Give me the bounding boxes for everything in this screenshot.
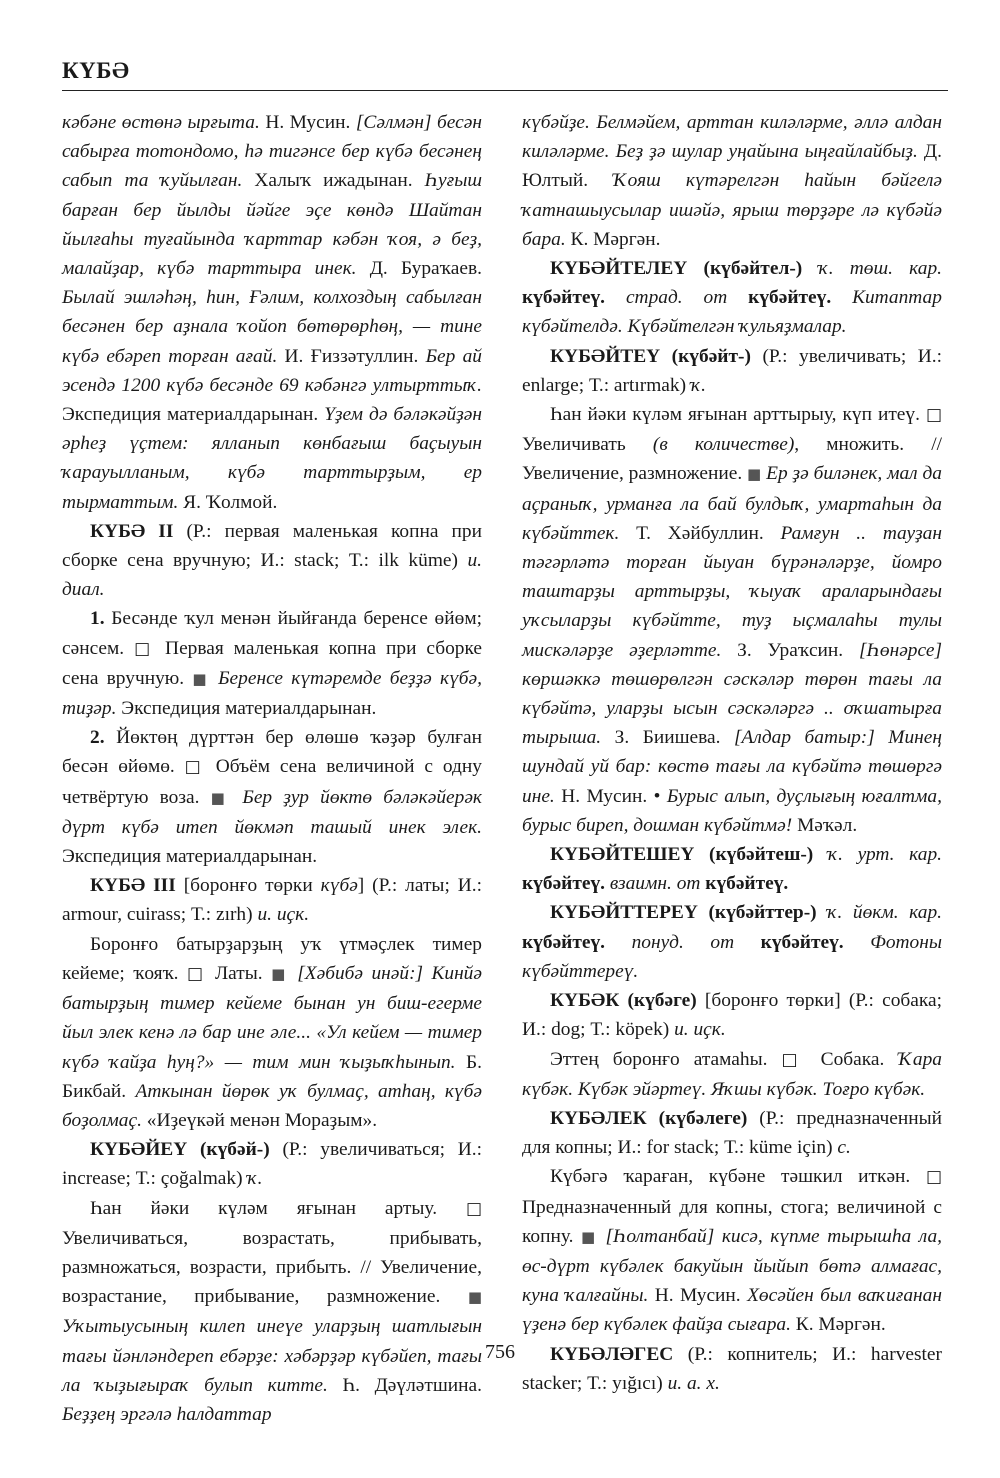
dictionary-paragraph: Күбәгә ҡараған, күбәне тәшкил иткән. □ Предназначенный для копны, стога; величиной с копну. ■ [Һолтанбай] кисә, күпме тырышһа ла, өс-дүрт күбәлек бакуйын йыйып бөтә алмағас, куна ҡалғайны. Н. Мусин. Хөсәйен был ваҡиғанан үҙенә бер күбәлек файҙа сығара. К. Мәргән. — [522, 1166, 942, 1336]
dictionary-paragraph: Һан йәки күләм яғынан арттырыу, күп итеү. □ Увеличивать (в количестве), множить. // Увеличение, размножение. ■ Ер ҙә биләнек, мал да аҫраныҡ, урманға ла бай булдыҡ, умартаһын да күбәйттек. Т. Хәйбуллин. Рамғун .. тауҙан тәгәрләтә торған йыуан бүрәнәләрҙе, йомро таштарҙы арттырҙы, ҡыуаҡ араларындағы уҡсыларҙы күбәйтте, туҙ ыҫмалаһы тулы мискәләрҙе әҙерләтте. З. Ураҡсин. [Һөнәрсе] көршәккә төшөрөлгән сәскәләр төрөн тағы ла күбәйтә, уларҙы ысын сәскәләргә .. оҡшатырға тырыша. З. Биишева. [Алдар батыр:] Минең шундай уй бар: көстө тағы ла күбәйтә төшөргә ине. Н. Мусин. • Бурыс алып, дуҫлығың юғалтма, бурыс биреп, дошман күбәйтмә! Мәҡәл. — [522, 404, 943, 836]
dictionary-paragraph: КҮБӘ III [боронғо төрки күбә] (Р.: латы; И.: armour, cuirass; Т.: zırh) и. иҫк. — [62, 875, 482, 926]
left-column — [62, 108, 482, 1429]
dictionary-paragraph: Боронғо батырҙарҙың уҡ үтмәҫлек тимер кейеме; ҡояҡ. □ Латы. ■ [Хәбибә инәй:] Кинйә батырҙың тимер кейеме бынан ун биш-егерме йыл элек кенә лә бар ине әле... «Ул кейем — тимер күбә ҡайҙа һуң?» — тим мин ҡыҙыҡһынып. Б. Бикбай. Аткынан йөрөк уҡ булмаҫ, атһаң, күбә боҙолмаҫ. «Иҙеүкәй менән Мораҙым». — [62, 933, 482, 1131]
dictionary-paragraph: кәбәне өстөнә ырғыта. Н. Мусин. [Сәлмән] бесән сабырға тотондомо, һә тигәнсе бер күбә бесәнең сабып та ҡуйылған. Халыҡ ижадынан. Һуғыш барған бер йылды йәйге эҫе көндә Шайтан йылғаһы туғайында ҡарттар кәбән ҡоя, ә беҙ, малайҙар, күбә тарттыра инек. Д. Бураҡаев. Былай эшләһәң, һин, Ғәлим, колхоздың сабылған бесәнен бер аҙнала ҡойоп бөтөрөрһөң, — тине күбә ебәреп торған ағай. И. Ғиззәтуллин. Бер ай эсендә 1200 күбә бесәнде 69 кәбәнгә ултырттыҡ. Экспедиция материалдарынан. Үҙем дә бәләкәйҙән әрһеҙ үҫтем: ялланып көнбағыш баҫыуын ҡарауылланым, күбә тарттырҙым, ер тырматтым. Я. Ҡолмой. — [62, 112, 483, 513]
header-rule — [62, 90, 948, 91]
dictionary-paragraph: КҮБӘЛЕК (күбәлеге) (Р.: предназначенный для копны; И.: for stack; Т.: küme için) с. — [522, 1107, 942, 1159]
dictionary-paragraph: Эттең боронғо атамаһы. □ Собака. Ҡара күбәк. Күбәк эйәртеү. Яҡшы күбәк. Тоғро күбәк. — [522, 1048, 942, 1100]
dictionary-paragraph: 2. Йөктөң дүрттән бер өлөшө ҡәҙәр булған бесән өйөмө. □ Объём сена величиной с одну четвёртую воза. ■ Бер ҙур йөктө бәләкәйерәк дүрт күбә итеп йөкмәп ташый инек элек. Экспедиция материалдарынан. — [62, 727, 482, 868]
dictionary-paragraph: КҮБӘЙТЕЛЕҮ (күбәйтел-) ҡ. төш. кар. күбәйтеү. страд. от күбәйтеү. Китаптар күбәйтелдә. Күбәйтелгән ҡульяҙмалар. — [522, 258, 942, 338]
dictionary-paragraph: Һан йәки күләм яғынан артыу. □ Увеличиваться, возрастать, прибывать, размножаться, возрасти, прибыть. // Увеличение, возрастание, прибывание, размножение. ■ Уҡытыусының килеп инеүе уларҙың шатлығын тағы йәнләндереп ебәрҙе: хәбәрҙәр күбәйеп, тағы ла ҡыҙығыраҡ булып китте. Һ. Дәүләтшина. Беҙҙең эргәлә һалдаттар — [62, 1197, 482, 1425]
dictionary-paragraph: КҮБӘК (күбәге) [боронғо төрки] (Р.: собака; И.: dog; Т.: köpek) и. иҫк. — [522, 990, 942, 1041]
right-column — [522, 108, 942, 1398]
page-number: 756 — [485, 1341, 515, 1363]
dictionary-paragraph: КҮБӘЙЕҮ (күбәй-) (Р.: увеличиваться; И.: increase; Т.: çoğalmak) ҡ. — [62, 1139, 483, 1190]
dictionary-paragraph: КҮБӘ II (Р.: первая маленькая копна при сборке сена вручную; И.: stack; Т.: ilk küme) и. диал. — [62, 520, 482, 601]
dictionary-paragraph: КҮБӘЙТТЕРЕҮ (күбәйттер-) ҡ. йөкм. кар. күбәйтеү. понуд. от күбәйтеү. Фотоны күбәйттереү. — [522, 902, 942, 982]
dictionary-paragraph: күбәйҙе. Белмәйем, арттан киләләрме, әллә алдан киләләрме. Беҙ ҙә шулар уңайына ыңғайлайбыҙ. Д. Юлтый. Ҡояш күтәрелгән һайын бәйгелә ҡатнашыусылар ишәйә, ярыш төрҙәре лә күбәйә бара. К. Мәргән. — [522, 112, 942, 250]
dictionary-paragraph: КҮБӘЙТЕҮ (күбәйт-) (Р.: увеличивать; И.: enlarge; Т.: artırmak) ҡ. — [522, 345, 942, 396]
dictionary-paragraph: КҮБӘЛӘГЕС (Р.: копнитель; И.: harvester stacker; Т.: yığıcı) и. а. х. — [522, 1343, 942, 1394]
dictionary-paragraph: КҮБӘЙТЕШЕҮ (күбәйтеш-) ҡ. урт. кар. күбәйтеү. взаимн. от күбәйтеү. — [522, 844, 942, 895]
dictionary-paragraph: 1. Бесәнде ҡул менән йыйғанда беренсе өйөм; сәнсем. □ Первая маленькая копна при сборке сена вручную. ■ Беренсе күтәремде беҙҙә күбә, тиҙәр. Экспедиция материалдарынан. — [62, 608, 483, 720]
running-head: КҮБӘ — [62, 58, 130, 83]
